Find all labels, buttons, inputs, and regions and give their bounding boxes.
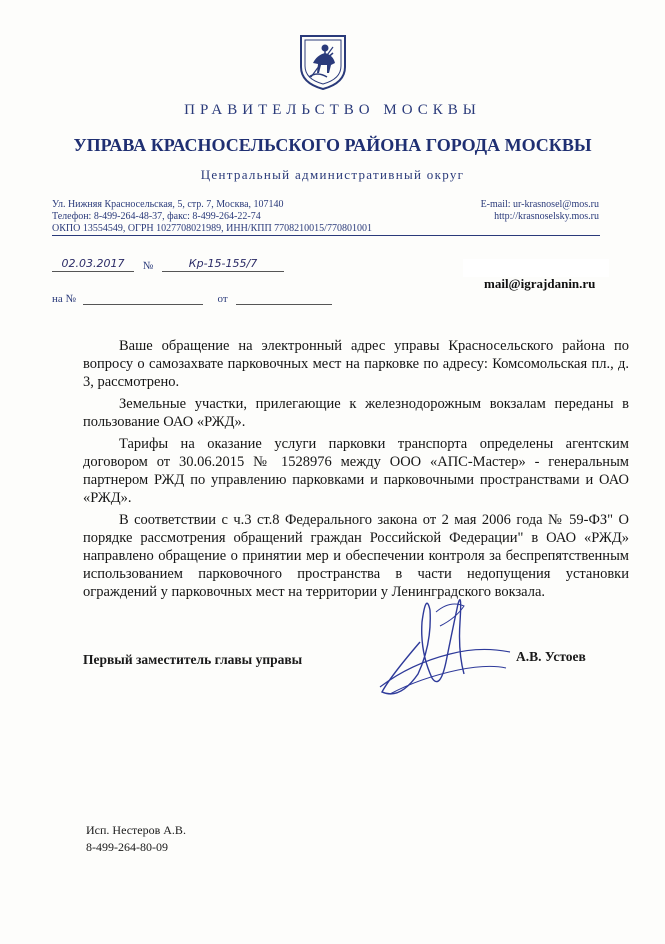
number-label: № <box>142 260 154 272</box>
registration-date: 02.03.2017 <box>52 257 134 272</box>
executor-info <box>86 822 186 856</box>
ref-number-blank <box>83 290 203 305</box>
website-line: http://krasnoselsky.mos.ru <box>494 211 599 222</box>
handwritten-signature-icon <box>360 582 520 707</box>
executor-phone: 8-499-264-80-09 <box>86 840 168 854</box>
ref-date-blank <box>236 290 332 305</box>
signer-name: А.В. Устоев <box>516 649 586 664</box>
body-paragraph: Ваше обращение на электронный адрес управы Красносельского района по вопросу о самозахвате парковочных мест на парковке по адресу: Комсомольская пл., д. 3, рассмотрено. <box>83 338 629 390</box>
reference-row <box>52 290 332 305</box>
registration-row <box>52 257 284 272</box>
district-name: Центральный административный округ <box>200 167 465 182</box>
contacts-right <box>481 199 599 223</box>
contacts-left <box>52 199 372 235</box>
registration-number: Кр-15-155/7 <box>162 257 284 272</box>
redacted-area <box>463 259 609 277</box>
ref-label: на № <box>52 293 77 305</box>
email-line: E-mail: ur-krasnosel@mos.ru <box>480 199 599 210</box>
body-paragraph: Земельные участки, прилегающие к железнодорожным вокзалам переданы в пользование ОАО «РЖД». <box>83 396 629 430</box>
executor-name: Исп. Нестеров А.В. <box>86 823 186 837</box>
addressee-email: mail@igrajdanin.ru <box>484 276 596 291</box>
body-paragraph: Тарифы на оказание услуги парковки транспорта определены агентским договором от 30.06.2015 № 1528976 между ООО «АПС-Мастер» - генеральным партнером РЖД по управлению парковками и парковочными пространствами и ОАО «РЖД». <box>83 436 629 506</box>
body-paragraph: В соответствии с ч.3 ст.8 Федерального закона от 2 мая 2006 года № 59-ФЗ" О порядке рассмотрения обращений граждан Российской Федерации" в ОАО «РЖД» направлено обращение о принятии мер и обеспечении контроля за беспрепятственным использованием парковочного пространства в части недопущения установки ограждений у парковочных мест на территории у Ленинградского вокзала. <box>83 512 629 600</box>
from-label: от <box>217 293 228 305</box>
government-title: ПРАВИТЕЛЬСТВО МОСКВЫ <box>184 102 481 118</box>
moscow-coat-of-arms-icon <box>297 33 349 91</box>
organization-title: УПРАВА КРАСНОСЕЛЬСКОГО РАЙОНА ГОРОДА МОСКВЫ <box>73 135 592 155</box>
signer-position: Первый заместитель главы управы <box>83 652 303 667</box>
address-line: Ул. Нижняя Красносельская, 5, стр. 7, Москва, 107140 <box>52 199 284 210</box>
phone-line: Телефон: 8-499-264-48-37, факс: 8-499-264-22-74 <box>52 211 261 222</box>
letter-body <box>83 337 629 605</box>
header-divider <box>52 235 600 236</box>
codes-line: ОКПО 13554549, ОГРН 1027708021989, ИНН/КПП 7708210015/770801001 <box>52 223 372 234</box>
